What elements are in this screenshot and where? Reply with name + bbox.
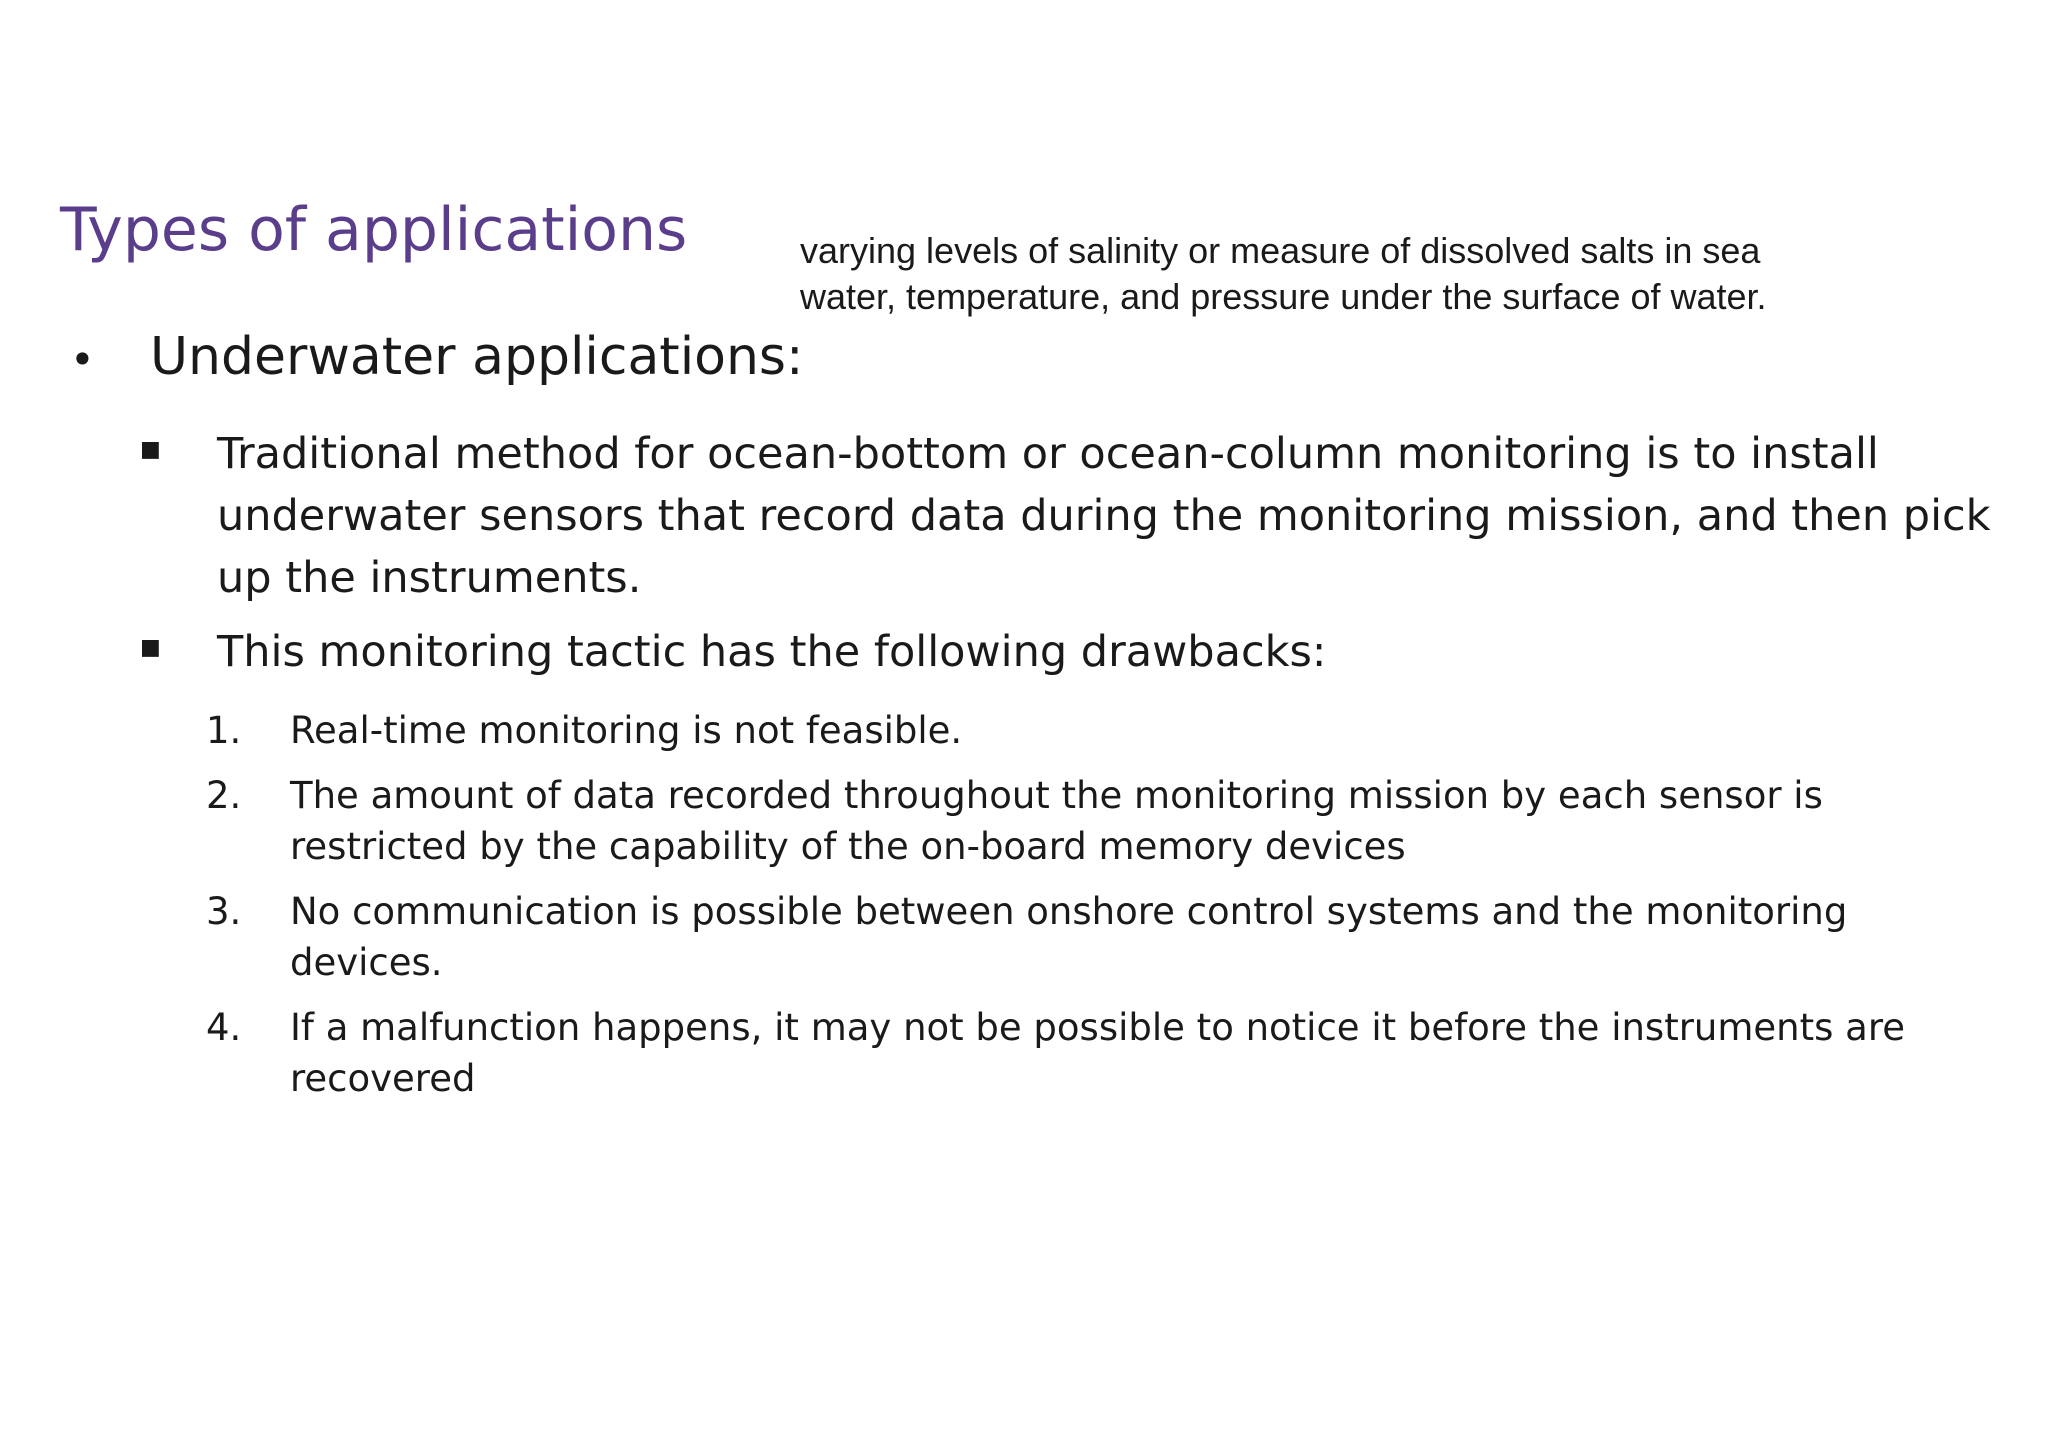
drawbacks-list — [206, 705, 2006, 1118]
main-bullet-point — [70, 322, 804, 395]
slide-title: Types of applications — [60, 195, 688, 265]
square-bullet-icon: ■ — [140, 635, 161, 660]
list-item — [206, 886, 2006, 988]
side-note-text: varying levels of salinity or measure of dissolved salts in sea water, temperature, and pressure under the surface of water. — [800, 230, 1767, 317]
sub-bullet-text: Traditional method for ocean-bottom or ocean-column monitoring is to install underwater sensors that record data during the monitoring mission, and then pick up the instruments. — [217, 429, 1991, 603]
list-item-text: The amount of data recorded throughout the monitoring mission by each sensor is restricted by the capability of the on-board memory devices — [290, 774, 1823, 868]
list-number: 2. — [206, 774, 242, 817]
list-item — [206, 770, 2006, 872]
list-number: 1. — [206, 709, 242, 752]
square-bullet-icon: ■ — [140, 437, 161, 462]
bullet-icon: • — [70, 335, 95, 384]
main-bullet-label: Underwater applications: — [150, 327, 804, 387]
list-item — [206, 705, 2006, 756]
list-item-text: Real-time monitoring is not feasible. — [290, 709, 963, 752]
list-item-text: If a malfunction happens, it may not be possible to notice it before the instruments are recovered — [290, 1006, 1906, 1100]
list-number: 3. — [206, 890, 242, 933]
list-number: 4. — [206, 1006, 242, 1049]
list-item-text: No communication is possible between onshore control systems and the monitoring devices. — [290, 890, 1848, 984]
list-item — [206, 1002, 2006, 1104]
sub-bullet-text: This monitoring tactic has the following drawbacks: — [217, 627, 1327, 677]
sub-bullet-drawbacks — [140, 621, 2020, 683]
sub-bullet-traditional-method — [140, 423, 2020, 609]
